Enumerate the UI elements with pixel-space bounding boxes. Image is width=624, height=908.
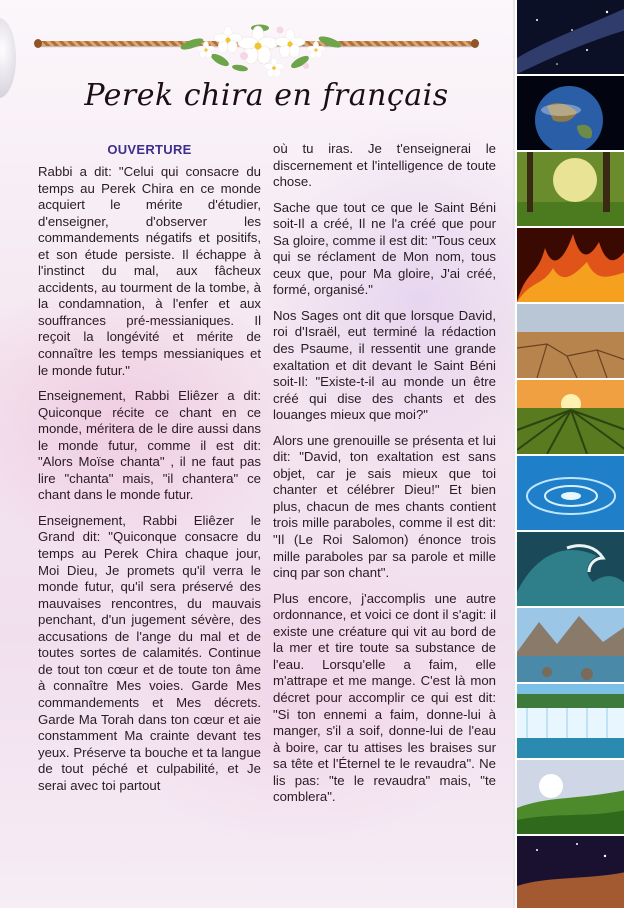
paragraph: Enseignement, Rabbi Eliêzer le Grand dit: "Quiconque consacre du temps au Perek Chira chaque jour, Moi Dieu, Je promets qu'il verra le monde futur, qu'il sera préservé des mauvaises rencontres, du mauvais penchant, d'un jugement sévère, des accusations de l'ange du mal et de toutes sortes de calamités. Continue de tout ton cœur et de toute ton âme à connaître Mes voies. Garde Mes commandements et Mes décrets. Garde Ma Torah dans ton cœur et aie constamment Ma crainte devant tes yeux. Préserve ta bouche et ta langue de tout péché et culpabilité, et Je serai avec toi partout <box>38 512 261 793</box>
page-title: Perek chira en français <box>84 78 449 113</box>
section-heading: OUVERTURE <box>107 142 192 157</box>
dry-earth-image <box>517 304 624 378</box>
left-text-column <box>38 142 261 803</box>
ocean-wave-image <box>517 532 624 606</box>
galaxy-image <box>517 0 624 74</box>
paragraph: Enseignement, Rabbi Eliêzer a dit: Quiconque récite ce chant en ce monde, méritera de le dire aussi dans le monde futur, comme il est dit: "Alors Moïse chanta" , il ne faut pas lire "chanta" mais, "il chantera" ce chant dans le monde futur. <box>38 388 261 503</box>
paragraph: Sache que tout ce que le Saint Béni soit-Il a créé, Il ne l'a créé que pour Sa gloire, comme il est dit: "Tous ceux qui se réclament de Mon nom, tous ceux que, pour Ma gloire, J'ai créé, formé, organisé." <box>273 199 496 298</box>
paragraph: Nos Sages ont dit que lorsque David, roi d'Israël, eut terminé la rédaction des Psaume, il ressentit une grande exaltation et dit devant le Saint Béni soit-Il: "Existe-t-il au monde un être créé qui dise des chants et des louanges mieux que moi?" <box>273 307 496 423</box>
paragraph: Plus encore, j'accomplis une autre ordonnance, et voici ce dont il s'agit: il existe une créature qui vit au bord de la mer et tire toute sa substance de l'eau. Lorsqu'elle a faim, elle m'attrape et me mange. C'est là mon décret pour accomplir ce qui est dit: "Si ton ennemi a faim, donne-lui à manger, s'il a soif, donne-lui de l'eau à boire, car tu attises les braises sur sa tête et l'Éternel te le revaudra". Ne lis pas: "te le revaudra" mais, "te comblera". <box>273 590 496 805</box>
mountain-lake-image <box>517 608 624 682</box>
paragraph: Rabbi a dit: "Celui qui consacre du temps au Perek Chira en ce monde acquiert le mérite d'étudier, d'enseigner, d'observer les commandements négatifs et positifs, et son étude persiste. Il échappe à l'instinct du mal, aux fâcheux accidents, au tourment de la tombe, à la condamnation, à l'enfer et aux souffrances pré-messianiques. Il reçoit la longévité et mérite de connaître les temps messianiques et le monde futur." <box>38 164 261 378</box>
waterfall-image <box>517 684 624 758</box>
earth-image <box>517 76 624 150</box>
rope-knot-right <box>471 39 479 48</box>
forest-sun-image <box>517 152 624 226</box>
sunset-hills-image <box>517 760 624 834</box>
rope-knot-left <box>34 39 42 48</box>
night-sky-image <box>517 836 624 908</box>
paragraph: Alors une grenouille se présenta et lui dit: "David, ton exaltation est sans objet, car je sais mieux que toi chanter et célébrer Dieu!" Et bien plus, chacun de mes chants contient trois mille paraboles, comme il est dit: "Il (Le Roi Salomon) énonce trois mille paraboles par sa parole et mille cinq par son chant". <box>273 432 496 581</box>
vineyard-image <box>517 380 624 454</box>
flower-garland-decoration <box>170 10 350 82</box>
image-sidebar <box>513 0 624 908</box>
fire-image <box>517 228 624 302</box>
water-ripple-image <box>517 456 624 530</box>
right-text-column <box>273 141 496 815</box>
paragraph: où tu iras. Je t'enseignerai le discernement et l'intelligence de toute chose. <box>273 141 496 190</box>
